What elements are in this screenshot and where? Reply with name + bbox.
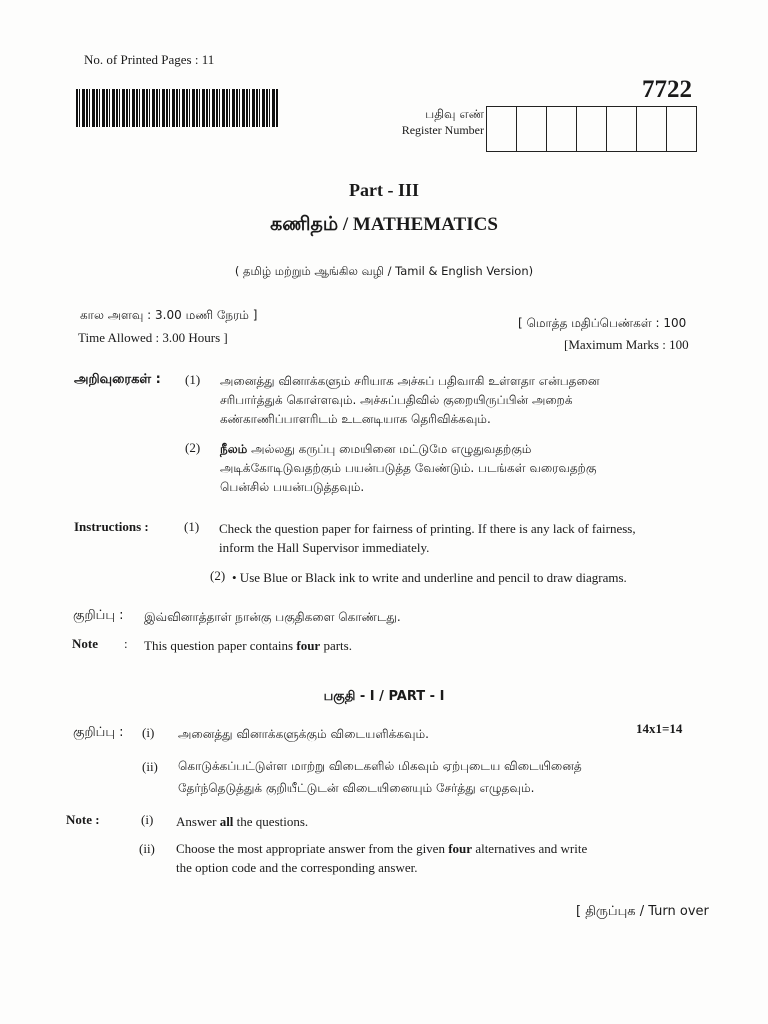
note-en-colon: : [124,636,128,651]
register-digit-box[interactable] [607,107,637,151]
part-one-note-ta-label: குறிப்பு : [73,725,124,740]
part-one-en-1-a: Answer [176,814,220,829]
register-digit-box[interactable] [487,107,517,151]
printed-pages: No. of Printed Pages : 11 [84,52,215,67]
part-one-en-2-line2: the option code and the corresponding answer. [176,860,418,875]
note-en-text-b: four [296,638,321,653]
part-one-en-1-b: all [219,814,234,829]
instructions-ta-label: அறிவுரைகள் : [74,372,161,387]
note-en-text-c: parts. [320,638,352,653]
register-label-ta: பதிவு எண் [425,107,484,121]
part-one-ta-2-line1: கொடுக்கப்பட்டுள்ள மாற்று விடைகளில் மிகவும் ஏற்புடைய விடையினைத் [178,759,582,773]
part-one-en-1 [176,812,308,831]
instructions-en-label: Instructions : [74,519,149,534]
register-label [372,106,484,138]
subject-title: கணிதம் / MATHEMATICS [270,214,498,235]
part-one-ta-2-line2: தேர்ந்தெடுத்துக் குறியீட்டுடன் விடையினையும் சேர்த்து எழுதவும். [178,781,535,795]
instruction-en-2: • Use Blue or Black ink to write and underline and pencil to draw diagrams. [232,570,627,585]
time-allowed-en: Time Allowed : 3.00 Hours ] [78,330,228,345]
instruction-ta-2-line3: பென்சில் பயன்படுத்தவும். [220,480,365,494]
instruction-ta-2-num: (2) [185,440,201,455]
instruction-ta-1 [220,372,716,429]
part-one-en-2 [176,839,716,877]
part-title: Part - III [349,180,419,200]
max-marks-en: [Maximum Marks : 100 [564,337,689,352]
note-en-text-a: This question paper contains [144,638,297,653]
instruction-ta-1-line1: அனைத்து வினாக்களும் சரியாக அச்சுப் பதிவாகி உள்ளதா என்பதனை [220,374,600,388]
instruction-ta-2-blue: நீலம் [220,442,248,456]
note-en-text [144,636,352,655]
instruction-ta-1-num: (1) [185,372,201,387]
note-ta-label: குறிப்பு : [73,608,124,623]
part-one-en-2-c: alternatives and write [472,841,588,856]
question-code: 7722 [642,76,692,103]
register-label-en: Register Number [401,123,484,137]
instruction-ta-2-line2: அடிக்கோடிடுவதற்கும் பயன்படுத்த வேண்டும். படங்கள் வரைவதற்கு [220,461,597,475]
register-digit-box[interactable] [547,107,577,151]
part-one-heading: பகுதி - I / PART - I [323,689,445,704]
part-one-en-2-num: (ii) [139,841,155,856]
instruction-en-1-num: (1) [184,519,200,534]
instruction-ta-2 [220,440,716,497]
instruction-en-1-line1: Check the question paper for fairness of printing. If there is any lack of fairness, [219,521,636,536]
part-one-ta-1-num: (i) [142,725,155,740]
part-one-marks: 14x1=14 [636,721,683,736]
instruction-en-1 [219,519,719,557]
turn-over: [ திருப்புக / Turn over [576,904,709,919]
version-line: ( தமிழ் மற்றும் ஆங்கில வழி / Tamil & English Version) [234,264,534,278]
instruction-en-2-num: (2) [210,568,226,583]
part-one-en-2-a: Choose the most appropriate answer from the given [176,841,449,856]
part-one-en-1-num: (i) [141,812,154,827]
instruction-ta-2-line1: அல்லது கருப்பு மையினை மட்டுமே எழுதுவதற்கும் [251,442,532,456]
note-ta-text: இவ்வினாத்தாள் நான்கு பகுதிகளை கொண்டது. [144,610,401,624]
part-one-ta-2-num: (ii) [142,759,158,774]
register-digit-box[interactable] [667,107,696,151]
register-digit-box[interactable] [517,107,547,151]
instruction-ta-1-line3: கண்காணிப்பாளரிடம் உடனடியாக தெரிவிக்கவும். [220,412,491,426]
part-one-ta-2 [178,757,698,798]
instruction-ta-1-line2: சரிபார்த்துக் கொள்ளவும். அச்சுப்பதிவில் குறையிருப்பின் அறைக் [220,393,573,407]
time-allowed-ta: கால அளவு : 3.00 மணி நேரம் ] [80,308,258,322]
part-one-en-1-c: the questions. [233,814,309,829]
barcode-image [76,89,278,127]
register-digit-box[interactable] [577,107,607,151]
note-en-label: Note [72,636,98,651]
part-one-en-2-b: four [448,841,473,856]
register-number-boxes[interactable] [486,106,697,152]
instruction-en-1-line2: inform the Hall Supervisor immediately. [219,540,430,555]
part-one-ta-1: அனைத்து வினாக்களுக்கும் விடையளிக்கவும். [178,727,429,741]
register-digit-box[interactable] [637,107,667,151]
part-one-note-en-label: Note : [66,812,100,827]
max-marks-ta: [ மொத்த மதிப்பெண்கள் : 100 [518,316,687,330]
